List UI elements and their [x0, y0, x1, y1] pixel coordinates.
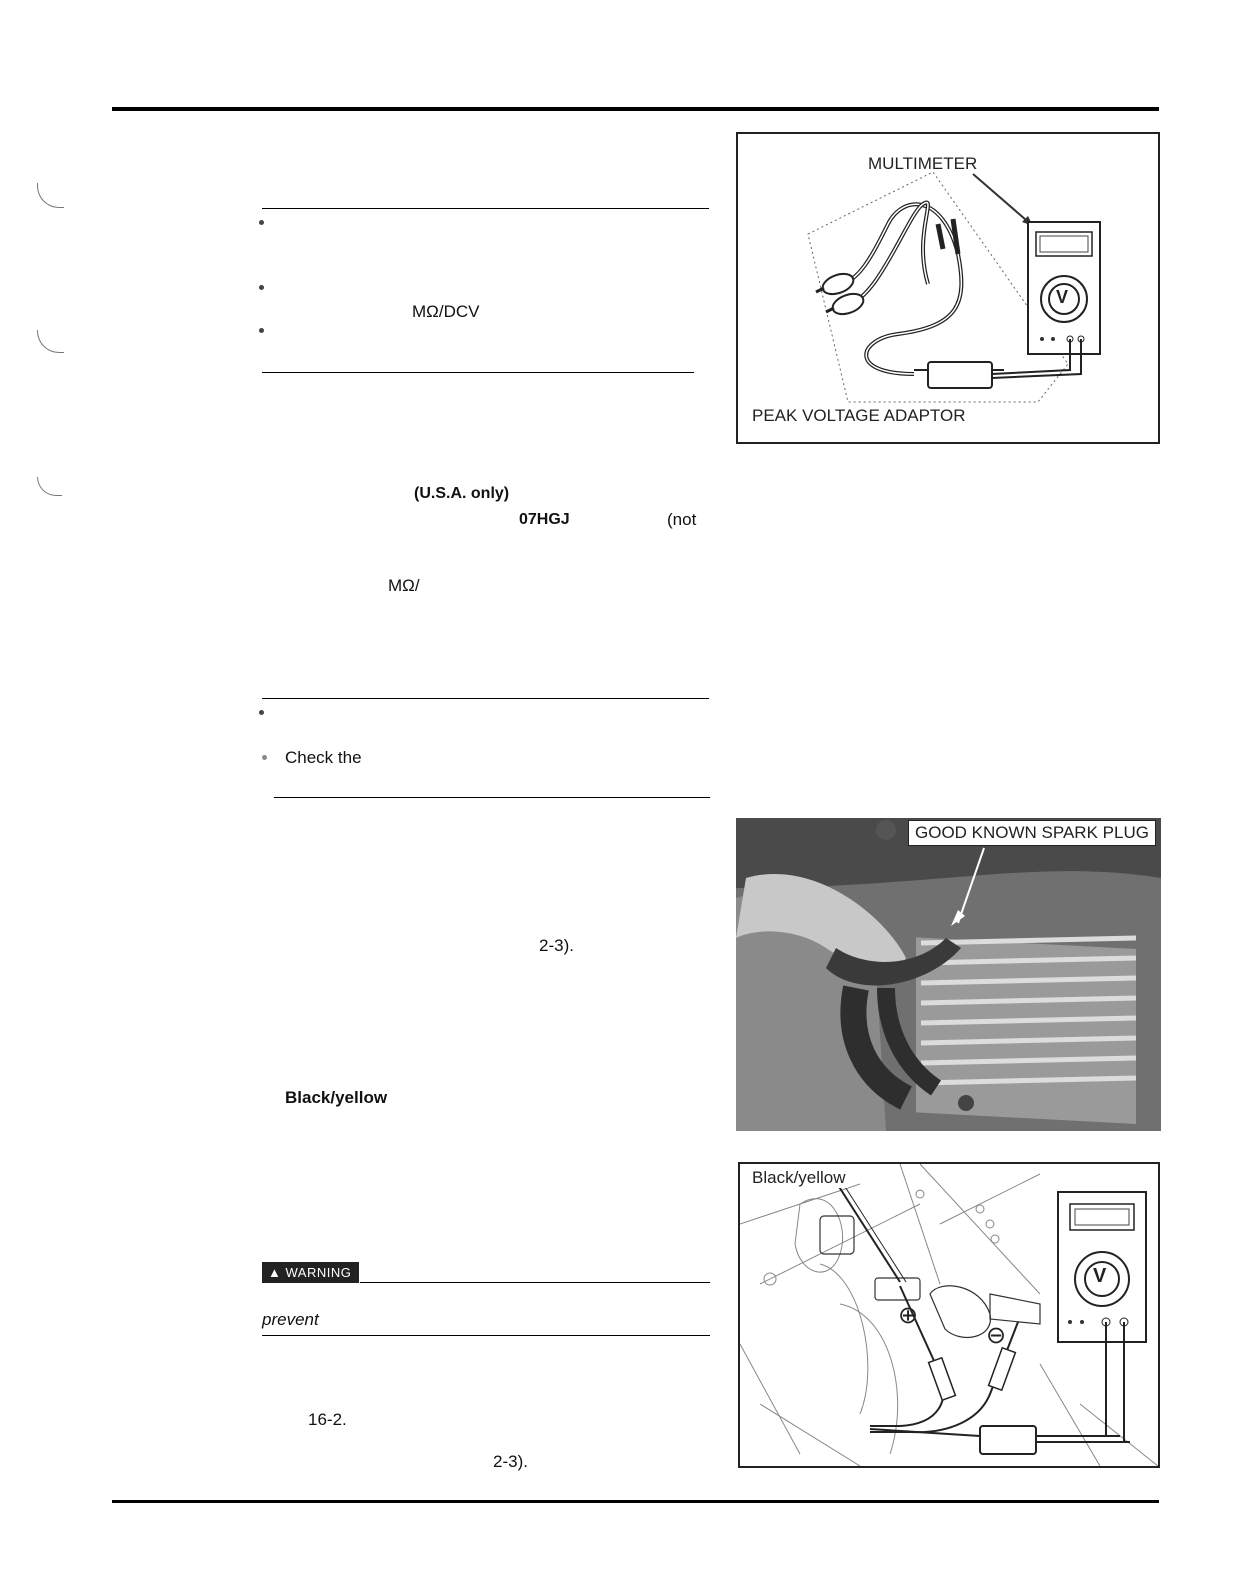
warning-label: WARNING	[285, 1265, 352, 1280]
check-the-text: Check the	[285, 748, 362, 767]
bullet	[259, 328, 264, 333]
multimeter-figure	[736, 132, 1160, 444]
page-ref: 16-2.	[308, 1410, 347, 1429]
usa-only-text: (U.S.A. only)	[414, 485, 510, 502]
positive-terminal-icon: ⊕	[898, 1302, 919, 1329]
prevent-text: prevent	[262, 1310, 319, 1329]
bullet	[262, 755, 267, 760]
unit-mohm: MΩ/	[388, 576, 420, 595]
bullet	[259, 710, 264, 715]
warning-triangle-icon: ▲	[268, 1265, 282, 1280]
note-rule-top	[262, 208, 709, 209]
black-yellow-label: Black/yellow	[752, 1168, 846, 1187]
page-ref: 2-3).	[493, 1452, 528, 1471]
margin-mark	[37, 330, 64, 353]
not-paren: (not	[667, 510, 697, 529]
page-ref: 2-3).	[539, 936, 574, 955]
unit-mohm-dcv: MΩ/DCV	[412, 302, 480, 321]
multimeter-label: MULTIMETER	[868, 154, 978, 173]
header-rule	[112, 107, 1159, 111]
peak-voltage-adaptor-label: PEAK VOLTAGE ADAPTOR	[752, 406, 966, 425]
bullet	[259, 220, 264, 225]
warning-rule-bottom	[262, 1335, 710, 1336]
tool-code: 07HGJ	[519, 511, 570, 528]
note-rule-bottom	[274, 797, 710, 798]
wire-color-text: Black/yellow	[285, 1088, 388, 1107]
margin-mark	[37, 477, 62, 496]
connector-meter-v-letter: V	[1093, 1265, 1107, 1287]
warning-rule-top	[360, 1282, 710, 1283]
connector-test-figure	[738, 1162, 1160, 1468]
good-known-spark-plug-label: GOOD KNOWN SPARK PLUG	[908, 820, 1156, 846]
note-rule-bottom	[262, 372, 694, 373]
bullet	[259, 285, 264, 290]
warning-badge	[262, 1262, 359, 1283]
meter-v-letter: V	[1056, 287, 1069, 307]
note-rule-top	[262, 698, 709, 699]
negative-terminal-icon: ⊖	[986, 1322, 1007, 1349]
margin-mark	[37, 183, 64, 208]
engine-photo-illustration	[736, 818, 1161, 1131]
connector-test-diagram	[740, 1164, 1158, 1466]
spark-plug-photo	[736, 818, 1161, 1131]
footer-rule	[112, 1500, 1159, 1503]
multimeter-diagram	[738, 134, 1158, 442]
